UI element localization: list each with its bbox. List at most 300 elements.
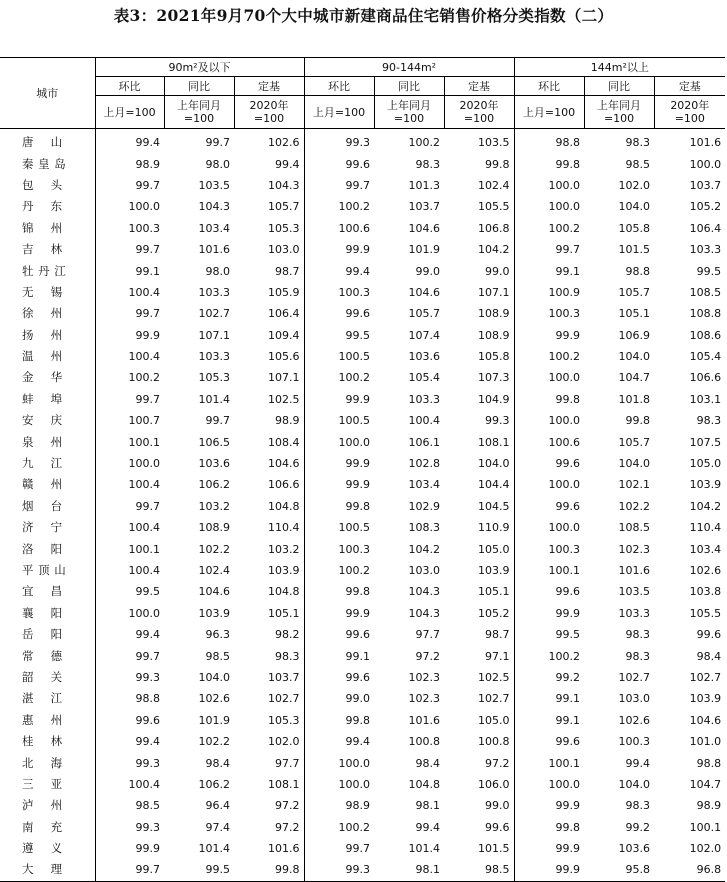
table-row — [0, 603, 725, 624]
index-value: 101.8 — [618, 392, 651, 406]
index-value: 99.2 — [625, 820, 651, 834]
sub-header: 定基 — [234, 77, 304, 96]
index-value: 99.7 — [345, 842, 371, 856]
index-value: 100.1 — [548, 756, 581, 770]
index-value: 99.9 — [555, 842, 581, 856]
index-value: 104.5 — [444, 496, 514, 517]
index-value: 100.0 — [128, 200, 160, 214]
index-value: 98.5 — [444, 859, 514, 881]
table-row — [0, 817, 725, 838]
index-value: 108.9 — [444, 303, 514, 324]
index-value: 103.9 — [234, 560, 304, 581]
index-value: 99.7 — [135, 392, 160, 406]
index-value: 103.9 — [689, 478, 722, 492]
index-value: 100.4 — [128, 777, 160, 791]
index-value: 110.4 — [234, 517, 304, 538]
index-value: 106.6 — [234, 474, 304, 495]
index-value: 98.7 — [444, 624, 514, 645]
index-value: 100.0 — [548, 371, 581, 385]
index-value: 103.4 — [408, 478, 441, 492]
index-value: 98.3 — [625, 799, 651, 813]
sub-header: 定基 — [654, 77, 725, 96]
index-value: 99.4 — [415, 820, 441, 834]
index-value: 99.3 — [444, 410, 514, 431]
index-value: 105.9 — [234, 282, 304, 303]
index-value: 108.1 — [234, 774, 304, 795]
index-value: 103.4 — [198, 221, 230, 235]
index-value: 100.3 — [338, 542, 371, 556]
index-value: 102.6 — [234, 129, 304, 154]
index-value: 101.4 — [198, 392, 230, 406]
index-value: 102.2 — [198, 542, 230, 556]
index-value: 106.4 — [689, 221, 722, 235]
index-value: 97.2 — [444, 752, 514, 773]
city-name: 秦 皇 岛 — [0, 153, 95, 174]
city-name: 襄 阳 — [0, 603, 95, 624]
index-value: 99.9 — [345, 243, 371, 257]
index-value: 105.1 — [618, 307, 651, 321]
table-row — [0, 367, 725, 388]
index-value: 99.9 — [555, 606, 581, 620]
index-value: 103.6 — [618, 842, 651, 856]
index-value: 110.9 — [444, 517, 514, 538]
index-value: 98.2 — [234, 624, 304, 645]
index-value: 106.2 — [198, 478, 230, 492]
index-value: 98.3 — [625, 649, 651, 663]
index-value: 100.2 — [548, 350, 581, 364]
index-value: 102.2 — [198, 735, 230, 749]
city-name: 赣 州 — [0, 474, 95, 495]
index-value: 100.2 — [338, 200, 371, 214]
index-value: 99.9 — [345, 478, 371, 492]
index-value: 103.3 — [198, 350, 230, 364]
index-value: 99.3 — [135, 670, 160, 684]
index-value: 102.4 — [198, 564, 230, 577]
index-value: 103.5 — [198, 178, 230, 192]
index-value: 99.9 — [135, 842, 160, 856]
city-name: 烟 台 — [0, 496, 95, 517]
index-value: 102.4 — [444, 175, 514, 196]
index-value: 106.9 — [618, 328, 651, 342]
city-name: 唐 山 — [0, 129, 95, 154]
index-value: 97.2 — [234, 795, 304, 816]
index-value: 100.7 — [128, 414, 160, 428]
index-value: 103.9 — [689, 692, 722, 706]
index-value: 102.3 — [618, 542, 651, 556]
index-value: 97.2 — [415, 649, 441, 663]
index-value: 103.6 — [408, 350, 441, 364]
city-name: 泸 州 — [0, 795, 95, 816]
table-row — [0, 389, 725, 410]
table-row — [0, 346, 725, 367]
index-value: 98.3 — [625, 628, 651, 642]
index-value: 101.5 — [618, 243, 651, 257]
index-value: 98.9 — [135, 157, 160, 171]
index-value: 100.3 — [548, 307, 581, 321]
index-value: 105.7 — [408, 307, 441, 321]
index-value: 99.3 — [345, 136, 371, 150]
city-name: 温 州 — [0, 346, 95, 367]
table-row — [0, 752, 725, 773]
city-name: 桂 林 — [0, 731, 95, 752]
index-value: 107.1 — [198, 328, 230, 342]
index-value: 99.0 — [444, 795, 514, 816]
index-value: 104.7 — [689, 777, 722, 791]
index-value: 99.3 — [135, 756, 160, 770]
index-value: 96.3 — [205, 628, 230, 642]
index-value: 99.7 — [135, 178, 160, 192]
index-value: 100.0 — [338, 777, 371, 791]
index-value: 103.9 — [198, 606, 230, 620]
index-value: 99.4 — [135, 735, 160, 749]
index-value: 106.4 — [234, 303, 304, 324]
city-name: 常 德 — [0, 645, 95, 666]
index-value: 104.8 — [234, 581, 304, 602]
index-value: 101.3 — [408, 178, 441, 192]
sub-header: 环比 — [514, 77, 584, 96]
city-column-header: 城市 — [0, 58, 95, 129]
index-value: 107.4 — [408, 328, 441, 342]
city-name: 丹 东 — [0, 196, 95, 217]
index-value: 100.9 — [548, 285, 581, 299]
index-value: 105.2 — [689, 200, 722, 214]
index-value: 101.6 — [618, 564, 651, 577]
index-value: 99.8 — [345, 585, 371, 599]
index-value: 99.9 — [555, 863, 581, 877]
index-value: 98.1 — [415, 863, 441, 877]
table-row — [0, 410, 725, 431]
index-value: 104.2 — [408, 542, 441, 556]
index-value: 103.0 — [618, 692, 651, 706]
index-value: 101.6 — [408, 713, 441, 727]
table-row — [0, 239, 725, 260]
index-value: 99.6 — [444, 817, 514, 838]
base-header: 上年同月 =100 — [164, 96, 234, 129]
index-value: 101.9 — [408, 243, 441, 257]
index-value: 101.6 — [234, 838, 304, 859]
city-name: 平 顶 山 — [0, 560, 95, 581]
index-value: 98.0 — [205, 157, 230, 171]
index-value: 108.3 — [408, 521, 441, 535]
index-value: 99.5 — [555, 628, 581, 642]
index-value: 100.3 — [548, 542, 581, 556]
index-value: 108.8 — [689, 307, 722, 321]
index-value: 100.0 — [689, 157, 722, 171]
index-value: 105.7 — [618, 285, 651, 299]
index-value: 101.5 — [444, 838, 514, 859]
index-value: 99.8 — [444, 153, 514, 174]
index-value: 100.1 — [548, 564, 581, 577]
index-value: 100.2 — [338, 371, 371, 385]
index-value: 96.4 — [205, 799, 230, 813]
index-value: 104.6 — [198, 585, 230, 599]
index-value: 101.6 — [198, 243, 230, 257]
index-value: 99.1 — [135, 264, 160, 278]
index-value: 103.0 — [408, 564, 441, 577]
index-value: 104.9 — [444, 389, 514, 410]
city-name: 济 宁 — [0, 517, 95, 538]
index-value: 102.5 — [444, 667, 514, 688]
index-value: 99.7 — [135, 243, 160, 257]
city-name: 无 锡 — [0, 282, 95, 303]
index-value: 100.5 — [338, 414, 371, 428]
index-value: 109.4 — [234, 325, 304, 346]
index-value: 101.0 — [689, 735, 722, 749]
index-value: 100.4 — [128, 564, 160, 577]
index-value: 98.0 — [205, 264, 230, 278]
index-value: 98.9 — [696, 799, 722, 813]
index-value: 104.8 — [234, 496, 304, 517]
index-value: 107.5 — [689, 435, 722, 449]
index-value: 104.3 — [408, 606, 441, 620]
index-value: 98.8 — [696, 756, 722, 770]
index-value: 100.4 — [408, 414, 441, 428]
index-value: 99.0 — [345, 692, 371, 706]
index-value: 98.5 — [625, 157, 651, 171]
index-value: 99.4 — [135, 628, 160, 642]
index-value: 104.7 — [618, 371, 651, 385]
index-value: 104.0 — [444, 453, 514, 474]
table-row — [0, 474, 725, 495]
index-value: 108.9 — [444, 325, 514, 346]
index-value: 98.7 — [234, 260, 304, 281]
index-value: 108.4 — [234, 431, 304, 452]
index-value: 98.5 — [205, 649, 230, 663]
index-value: 99.8 — [625, 414, 651, 428]
index-value: 99.8 — [555, 820, 581, 834]
city-name: 安 庆 — [0, 410, 95, 431]
city-name: 徐 州 — [0, 303, 95, 324]
index-value: 99.4 — [135, 136, 160, 150]
index-value: 99.1 — [345, 649, 371, 663]
table-row — [0, 538, 725, 559]
index-value: 99.7 — [135, 307, 160, 321]
index-value: 105.0 — [689, 457, 722, 471]
index-value: 99.8 — [345, 499, 371, 513]
index-value: 99.3 — [135, 820, 160, 834]
index-value: 99.1 — [555, 264, 581, 278]
index-value: 103.8 — [689, 585, 722, 599]
index-value: 102.6 — [689, 564, 722, 577]
index-value: 98.4 — [415, 756, 441, 770]
index-value: 102.9 — [408, 499, 441, 513]
index-value: 102.3 — [408, 692, 441, 706]
index-value: 103.3 — [689, 243, 722, 257]
index-value: 99.6 — [345, 307, 371, 321]
index-value: 98.5 — [135, 799, 160, 813]
index-value: 99.8 — [555, 157, 581, 171]
city-name: 包 头 — [0, 175, 95, 196]
index-value: 103.7 — [408, 200, 441, 214]
index-value: 105.8 — [444, 346, 514, 367]
index-value: 99.5 — [135, 585, 160, 599]
index-value: 99.6 — [345, 157, 371, 171]
index-value: 103.3 — [198, 285, 230, 299]
index-value: 102.7 — [444, 688, 514, 709]
index-value: 105.0 — [444, 538, 514, 559]
index-value: 107.3 — [444, 367, 514, 388]
index-value: 104.6 — [408, 285, 441, 299]
city-name: 南 充 — [0, 817, 95, 838]
index-value: 99.7 — [345, 178, 371, 192]
index-value: 104.2 — [444, 239, 514, 260]
table-row — [0, 731, 725, 752]
index-value: 99.6 — [345, 670, 371, 684]
index-value: 99.9 — [555, 328, 581, 342]
index-value: 99.4 — [625, 756, 651, 770]
index-value: 105.3 — [234, 710, 304, 731]
index-value: 100.2 — [548, 649, 581, 663]
index-value: 103.3 — [408, 392, 441, 406]
index-value: 98.3 — [625, 136, 651, 150]
table-row — [0, 517, 725, 538]
base-header: 上月=100 — [95, 96, 164, 129]
index-value: 103.6 — [198, 457, 230, 471]
index-value: 103.7 — [234, 667, 304, 688]
table-row — [0, 496, 725, 517]
index-value: 105.4 — [408, 371, 441, 385]
city-name: 吉 林 — [0, 239, 95, 260]
index-value: 108.6 — [689, 328, 722, 342]
index-value: 102.1 — [618, 478, 651, 492]
index-value: 104.6 — [408, 221, 441, 235]
group-header-medium: 90-144m² — [304, 58, 514, 77]
index-value: 103.4 — [689, 542, 722, 556]
sub-header: 环比 — [95, 77, 164, 96]
index-value: 103.5 — [618, 585, 651, 599]
table-row — [0, 303, 725, 324]
index-value: 100.0 — [338, 756, 371, 770]
city-name: 金 华 — [0, 367, 95, 388]
index-value: 100.4 — [128, 350, 160, 364]
table-row — [0, 325, 725, 346]
index-value: 100.8 — [408, 735, 441, 749]
index-value: 98.3 — [234, 645, 304, 666]
index-value: 100.4 — [128, 285, 160, 299]
city-name: 湛 江 — [0, 688, 95, 709]
index-value: 99.1 — [555, 713, 581, 727]
city-name: 北 海 — [0, 752, 95, 773]
index-value: 106.6 — [689, 371, 722, 385]
index-value: 98.8 — [135, 692, 160, 706]
index-value: 100.0 — [548, 200, 581, 214]
city-name: 洛 阳 — [0, 538, 95, 559]
sub-header: 环比 — [304, 77, 374, 96]
index-value: 100.0 — [548, 521, 581, 535]
index-value: 104.0 — [198, 670, 230, 684]
index-value: 104.3 — [198, 200, 230, 214]
base-header: 上月=100 — [514, 96, 584, 129]
index-value: 101.6 — [689, 136, 722, 150]
table-row — [0, 688, 725, 709]
index-value: 102.5 — [234, 389, 304, 410]
index-value: 100.0 — [548, 178, 581, 192]
index-value: 99.2 — [555, 670, 581, 684]
index-value: 106.2 — [198, 777, 230, 791]
base-header: 2020年 =100 — [444, 96, 514, 129]
index-value: 99.6 — [555, 585, 581, 599]
index-value: 108.5 — [689, 285, 722, 299]
city-name: 牡 丹 江 — [0, 260, 95, 281]
city-name: 扬 州 — [0, 325, 95, 346]
index-value: 102.0 — [234, 731, 304, 752]
index-value: 99.5 — [345, 328, 371, 342]
index-value: 99.9 — [135, 328, 160, 342]
index-value: 97.7 — [415, 628, 441, 642]
index-value: 99.6 — [135, 713, 160, 727]
index-value: 103.1 — [689, 392, 722, 406]
index-value: 108.1 — [444, 431, 514, 452]
index-value: 102.6 — [618, 713, 651, 727]
index-value: 108.5 — [618, 521, 651, 535]
index-value: 99.5 — [205, 863, 230, 877]
city-name: 九 江 — [0, 453, 95, 474]
index-value: 98.4 — [696, 649, 722, 663]
index-value: 100.3 — [618, 735, 651, 749]
index-value: 99.6 — [696, 628, 722, 642]
index-value: 99.6 — [555, 735, 581, 749]
index-value: 99.4 — [234, 153, 304, 174]
index-value: 99.8 — [345, 713, 371, 727]
index-value: 104.0 — [618, 457, 651, 471]
index-value: 102.2 — [618, 499, 651, 513]
index-value: 99.7 — [555, 243, 581, 257]
index-value: 102.7 — [618, 670, 651, 684]
index-value: 102.7 — [198, 307, 230, 321]
index-value: 103.9 — [444, 560, 514, 581]
sub-header: 定基 — [444, 77, 514, 96]
index-value: 103.3 — [618, 606, 651, 620]
city-name: 宜 昌 — [0, 581, 95, 602]
index-value: 107.1 — [234, 367, 304, 388]
index-value: 105.1 — [444, 581, 514, 602]
index-value: 100.8 — [444, 731, 514, 752]
index-value: 99.5 — [696, 264, 722, 278]
index-value: 106.8 — [444, 218, 514, 239]
index-value: 98.3 — [415, 157, 441, 171]
table-title: 表3：2021年9月70个大中城市新建商品住宅销售价格分类指数（二） — [113, 6, 614, 25]
index-value: 106.5 — [198, 435, 230, 449]
index-value: 100.2 — [408, 136, 441, 150]
index-value: 99.0 — [415, 264, 441, 278]
index-value: 104.0 — [618, 350, 651, 364]
index-value: 102.3 — [408, 670, 441, 684]
index-value: 99.9 — [345, 392, 371, 406]
index-value: 99.1 — [555, 692, 581, 706]
index-value: 100.6 — [548, 435, 581, 449]
index-value: 104.8 — [408, 777, 441, 791]
index-value: 100.1 — [128, 435, 160, 449]
group-header-large: 144m²以上 — [514, 58, 725, 77]
index-value: 98.9 — [345, 799, 371, 813]
city-name: 泉 州 — [0, 431, 95, 452]
index-value: 103.2 — [234, 538, 304, 559]
index-value: 100.2 — [548, 221, 581, 235]
city-name: 三 亚 — [0, 774, 95, 795]
index-value: 102.7 — [689, 670, 722, 684]
index-value: 104.0 — [618, 777, 651, 791]
index-value: 104.2 — [689, 499, 722, 513]
price-index-table-container — [0, 57, 727, 882]
base-header: 上年同月 =100 — [374, 96, 444, 129]
index-value: 100.0 — [548, 414, 581, 428]
index-value: 100.4 — [128, 478, 160, 492]
sub-header: 同比 — [164, 77, 234, 96]
index-value: 98.8 — [625, 264, 651, 278]
index-value: 99.0 — [444, 260, 514, 281]
index-value: 100.0 — [548, 777, 581, 791]
city-name: 蚌 埠 — [0, 389, 95, 410]
